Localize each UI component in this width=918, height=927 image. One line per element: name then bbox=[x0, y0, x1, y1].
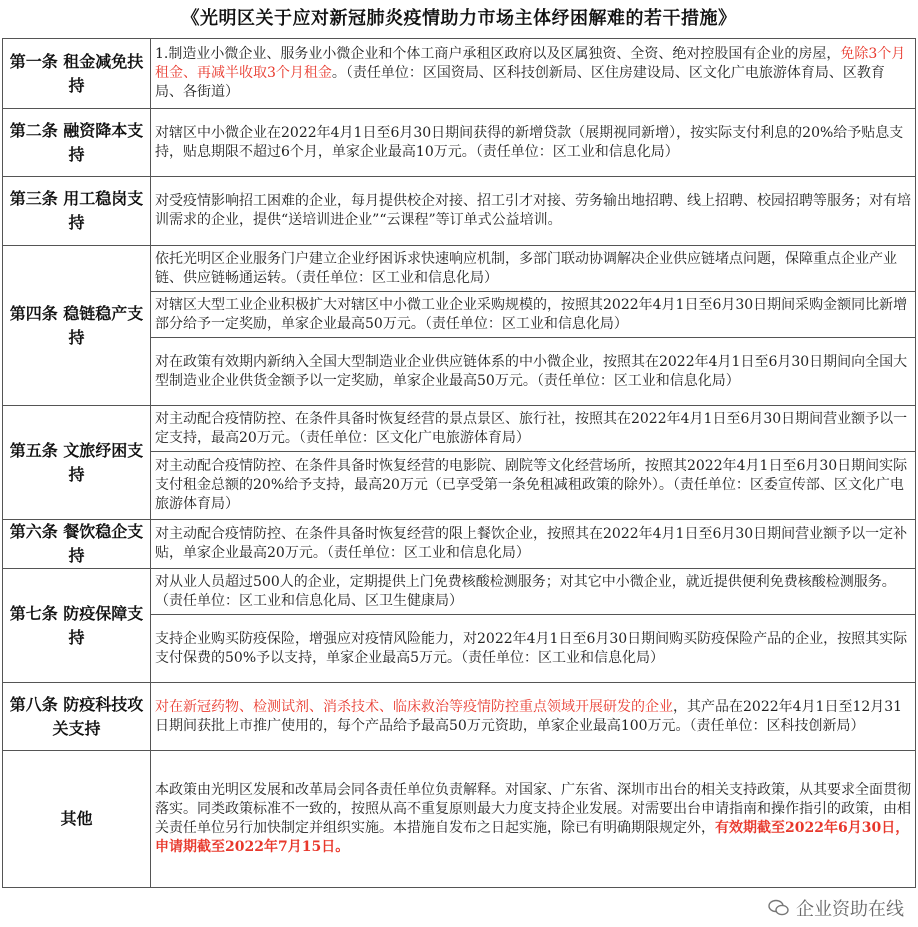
article-content bbox=[151, 177, 916, 246]
highlight-text: 免除3个月租金、再减半收取3个月租金 bbox=[155, 46, 906, 81]
table-row bbox=[3, 569, 916, 615]
content-text: ，其产品在2022年4月1日至12月31日期间获批上市推广使用的，每个产品给予最高50万元资助，单家企业最高100万元。（责任单位：区科技创新局） bbox=[155, 698, 903, 734]
article-content bbox=[151, 406, 916, 452]
watermark bbox=[764, 895, 908, 921]
document-title: 《光明区关于应对新冠肺炎疫情助力市场主体纾困解难的若干措施》 bbox=[181, 8, 737, 29]
content-text: 对辖区中小微企业在2022年4月1日至6月30日期间获得的新增贷款（展期视同新增），按实际支付利息的20%给予贴息支持，贴息期限不超过6个月，单家企业最高10万元。（责任单位：区工业和信息化局） bbox=[155, 124, 904, 160]
content-text: 对受疫情影响招工困难的企业，每月提供校企对接、招工引才对接、劳务输出地招聘、线上招聘、校园招聘等服务；对有培训需求的企业，提供“送培训进企业”“云课程”等订单式公益培训。 bbox=[155, 193, 911, 228]
article-content bbox=[151, 246, 916, 292]
content-text: 。（责任单位：区国资局、区科技创新局、区住房建设局、区文化广电旅游体育局、区教育局、各街道） bbox=[155, 65, 885, 100]
article-heading: 第六条 餐饮稳企支持 bbox=[3, 520, 151, 569]
table-row bbox=[3, 520, 916, 569]
policy-table bbox=[2, 38, 916, 888]
article-content bbox=[151, 615, 916, 683]
article-content bbox=[151, 39, 916, 109]
content-text: 对在政策有效期内新纳入全国大型制造业企业供应链体系的中小微企业，按照其在2022年4月1日至6月30日期间向全国大型制造业企业供货金额予以一定奖励，单家企业最高50万元。（责任单位：区工业和信息化局） bbox=[155, 353, 908, 389]
article-heading: 其他 bbox=[3, 751, 151, 888]
article-content bbox=[151, 683, 916, 751]
content-text: 支持企业购买防疫保险，增强应对疫情风险能力，对2022年4月1日至6月30日期间购买防疫保险产品的企业，按照其实际支付保费的50%予以支持，单家企业最高5万元。（责任单位：区工业和信息化局） bbox=[155, 630, 908, 666]
article-content bbox=[151, 569, 916, 615]
table-row bbox=[3, 406, 916, 452]
content-text: 对辖区大型工业企业积极扩大对辖区中小微工业企业采购规模的，按照其2022年4月1日至6月30日期间采购金额同比新增部分给予一定奖励，单家企业最高50万元。（责任单位：区工业和信息化局） bbox=[155, 296, 908, 332]
article-heading: 第二条 融资降本支持 bbox=[3, 109, 151, 177]
table-row bbox=[3, 683, 916, 751]
article-content bbox=[151, 292, 916, 338]
highlight-text: 对在新冠药物、检测试剂、消杀技术、临床救治等疫情防控重点领域开展研发的企业 bbox=[155, 698, 673, 715]
article-heading: 第三条 用工稳岗支持 bbox=[3, 177, 151, 246]
article-heading: 第四条 稳链稳产支持 bbox=[3, 246, 151, 406]
article-heading: 第五条 文旅纾困支持 bbox=[3, 406, 151, 520]
article-heading: 第八条 防疫科技攻关支持 bbox=[3, 683, 151, 751]
table-row bbox=[3, 751, 916, 888]
watermark-text: 企业资助在线 bbox=[796, 899, 904, 920]
content-text: 1.制造业小微企业、服务业小微企业和个体工商户承租区政府以及区属独资、全资、绝对控股国有企业的房屋， bbox=[155, 46, 841, 62]
highlight-text: 有效期截至2022年6月30日，申请期截至2022年7月15日。 bbox=[155, 820, 910, 855]
table-row bbox=[3, 246, 916, 292]
table-row bbox=[3, 39, 916, 109]
content-text: 依托光明区企业服务门户建立企业纾困诉求快速响应机制，多部门联动协调解决企业供应链堵点问题，保障重点企业产业链、供应链畅通运转。（责任单位：区工业和信息化局） bbox=[155, 250, 897, 286]
content-text: 对主动配合疫情防控、在条件具备时恢复经营的限上餐饮企业，按照其在2022年4月1日至6月30日期间营业额予以一定补贴，单家企业最高20万元。（责任单位：区工业和信息化局） bbox=[155, 526, 908, 561]
article-content bbox=[151, 338, 916, 406]
article-content bbox=[151, 520, 916, 569]
article-content bbox=[151, 751, 916, 888]
article-heading: 第七条 防疫保障支持 bbox=[3, 569, 151, 683]
content-text: 对主动配合疫情防控、在条件具备时恢复经营的景点景区、旅行社，按照其在2022年4月1日至6月30日期间营业额予以一定支持，最高20万元。（责任单位：区文化广电旅游体育局） bbox=[155, 410, 908, 446]
article-content bbox=[151, 109, 916, 177]
article-content bbox=[151, 452, 916, 520]
table-row bbox=[3, 177, 916, 246]
table-row bbox=[3, 109, 916, 177]
article-heading: 第一条 租金减免扶持 bbox=[3, 39, 151, 109]
content-text: 对主动配合疫情防控、在条件具备时恢复经营的电影院、剧院等文化经营场所，按照其2022年4月1日至6月30日期间实际支付租金总额的20%给予支持，最高20万元（已享受第一条免租减租政策的除外）。（责任单位：区委宣传部、区文化广电旅游体育局） bbox=[155, 458, 908, 512]
wechat-icon bbox=[768, 899, 790, 917]
content-text: 本政策由光明区发展和改革局会同各责任单位负责解释。对国家、广东省、深圳市出台的相关支持政策，从其要求全面贯彻落实。同类政策标准不一致的，按照从高不重复原则最大力度支持企业发展。对需要出台申请指南和操作指引的政策，由相关责任单位另行加快制定并组织实施。本措施自发布之日起实施，除已有明确期限规定外， bbox=[155, 782, 911, 836]
content-text: 对从业人员超过500人的企业，定期提供上门免费核酸检测服务；对其它中小微企业，就近提供便利免费核酸检测服务。（责任单位：区工业和信息化局、区卫生健康局） bbox=[155, 573, 896, 609]
